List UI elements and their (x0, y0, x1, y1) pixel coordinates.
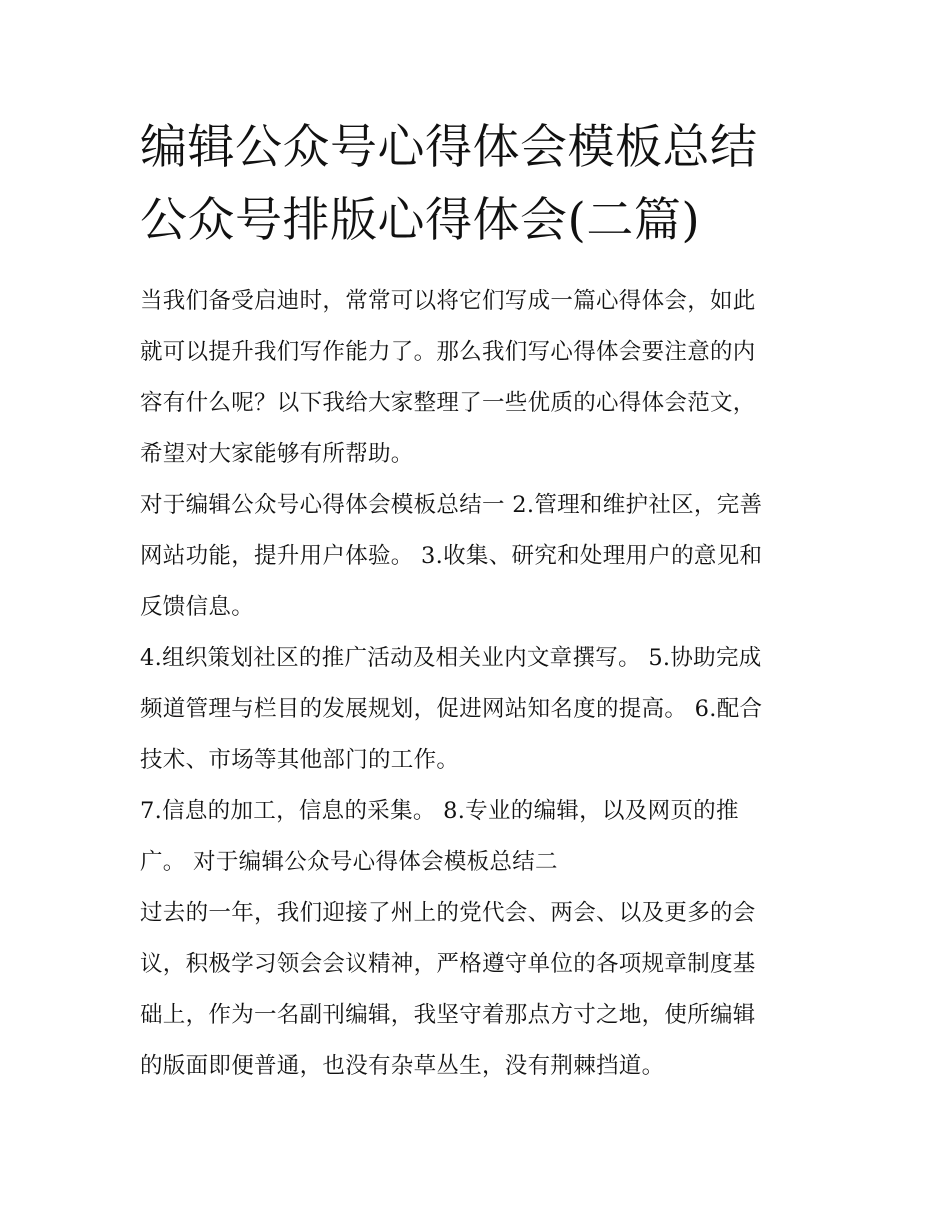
body-line: 广。 对于编辑公众号心得体会模板总结二 (140, 849, 558, 875)
body-line: 网站功能，提升用户体验。 3.收集、研究和处理用户的意见和 (140, 543, 763, 569)
body-line: 4.组织策划社区的推广活动及相关业内文章撰写。 5.协助完成 (140, 645, 762, 671)
body-line: 就可以提升我们写作能力了。那么我们写心得体会要注意的内 (140, 339, 756, 365)
document-body (140, 276, 830, 1092)
body-line: 容有什么呢？以下我给大家整理了一些优质的心得体会范文， (140, 390, 756, 416)
body-line: 的版面即便普通，也没有杂草丛生，没有荆棘挡道。 (140, 1053, 665, 1079)
document-title-line-2: 公众号排版心得体会(二篇) (140, 193, 701, 248)
body-line: 希望对大家能够有所帮助。 (140, 441, 414, 467)
body-line: 频道管理与栏目的发展规划，促进网站知名度的提高。 6.配合 (140, 696, 763, 722)
body-line: 础上，作为一名副刊编辑，我坚守着那点方寸之地，使所编辑 (140, 1002, 756, 1028)
body-line: 过去的一年，我们迎接了州上的党代会、两会、以及更多的会 (140, 900, 756, 926)
body-line: 技术、市场等其他部门的工作。 (140, 747, 460, 773)
document-title-line-1: 编辑公众号心得体会模板总结 (140, 120, 758, 175)
body-line: 议，积极学习领会会议精神，严格遵守单位的各项规章制度基 (140, 951, 756, 977)
body-line: 当我们备受启迪时，常常可以将它们写成一篇心得体会，如此 (140, 288, 756, 314)
body-line: 反馈信息。 (140, 594, 255, 620)
body-line: 对于编辑公众号心得体会模板总结一 2.管理和维护社区，完善 (140, 492, 763, 518)
body-line: 7.信息的加工，信息的采集。 8.专业的编辑，以及网页的推 (140, 798, 739, 824)
